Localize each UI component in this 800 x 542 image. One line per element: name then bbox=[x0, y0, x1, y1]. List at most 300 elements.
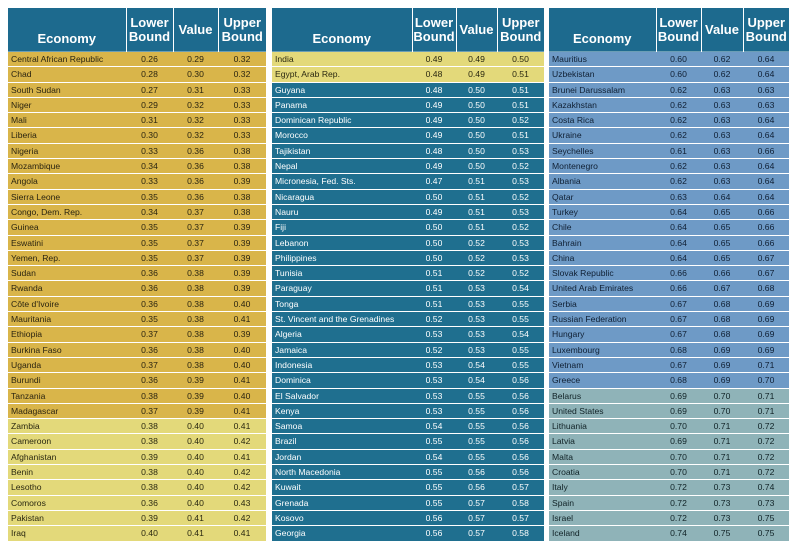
table-row bbox=[272, 296, 544, 311]
lower-bound-cell: 0.64 bbox=[656, 220, 701, 235]
table-row bbox=[8, 465, 266, 480]
value-cell: 0.50 bbox=[456, 113, 497, 128]
value-cell: 0.67 bbox=[701, 281, 743, 296]
lower-bound-cell: 0.54 bbox=[412, 449, 456, 464]
upper-bound-cell: 0.58 bbox=[497, 526, 544, 541]
value-cell: 0.37 bbox=[173, 220, 218, 235]
upper-bound-cell: 0.66 bbox=[743, 204, 789, 219]
lower-bound-cell: 0.38 bbox=[126, 434, 173, 449]
lower-bound-cell: 0.72 bbox=[656, 480, 701, 495]
table-row bbox=[8, 266, 266, 281]
lower-bound-cell: 0.37 bbox=[126, 357, 173, 372]
economy-cell: Vietnam bbox=[549, 357, 656, 372]
economy-cell: Samoa bbox=[272, 419, 412, 434]
upper-bound-cell: 0.69 bbox=[743, 312, 789, 327]
value-cell: 0.57 bbox=[456, 495, 497, 510]
economy-cell: India bbox=[272, 52, 412, 67]
table-row bbox=[549, 266, 789, 281]
table-row bbox=[549, 113, 789, 128]
upper-bound-cell: 0.53 bbox=[497, 143, 544, 158]
table-row bbox=[549, 220, 789, 235]
value-cell: 0.55 bbox=[456, 449, 497, 464]
lower-bound-cell: 0.72 bbox=[656, 510, 701, 525]
table-row bbox=[272, 235, 544, 250]
lower-bound-cell: 0.62 bbox=[656, 159, 701, 174]
upper-bound-cell: 0.55 bbox=[497, 312, 544, 327]
table-row bbox=[8, 495, 266, 510]
value-cell: 0.51 bbox=[456, 174, 497, 189]
value-cell: 0.64 bbox=[701, 189, 743, 204]
upper-bound-cell: 0.71 bbox=[743, 403, 789, 418]
economy-cell: Qatar bbox=[549, 189, 656, 204]
table-row bbox=[272, 97, 544, 112]
lower-bound-cell: 0.53 bbox=[412, 403, 456, 418]
upper-bound-cell: 0.56 bbox=[497, 373, 544, 388]
lower-bound-cell: 0.68 bbox=[656, 342, 701, 357]
header-economy: Economy bbox=[8, 8, 126, 52]
hci-table-2 bbox=[272, 8, 544, 542]
table-row bbox=[272, 403, 544, 418]
upper-bound-cell: 0.64 bbox=[743, 159, 789, 174]
economy-cell: Comoros bbox=[8, 495, 126, 510]
lower-bound-cell: 0.67 bbox=[656, 357, 701, 372]
lower-bound-cell: 0.52 bbox=[412, 342, 456, 357]
value-cell: 0.53 bbox=[456, 327, 497, 342]
economy-cell: Kazakhstan bbox=[549, 97, 656, 112]
economy-cell: Iraq bbox=[8, 526, 126, 541]
economy-cell: St. Vincent and the Grenadines bbox=[272, 312, 412, 327]
table-row bbox=[272, 465, 544, 480]
upper-bound-cell: 0.55 bbox=[497, 342, 544, 357]
value-cell: 0.55 bbox=[456, 388, 497, 403]
economy-cell: Mauritius bbox=[549, 52, 656, 67]
economy-cell: Angola bbox=[8, 174, 126, 189]
lower-bound-cell: 0.67 bbox=[656, 296, 701, 311]
value-cell: 0.65 bbox=[701, 204, 743, 219]
table-row bbox=[549, 128, 789, 143]
value-cell: 0.71 bbox=[701, 419, 743, 434]
table-row bbox=[549, 235, 789, 250]
economy-cell: Cameroon bbox=[8, 434, 126, 449]
table-row bbox=[272, 67, 544, 82]
value-cell: 0.54 bbox=[456, 357, 497, 372]
economy-cell: Uzbekistan bbox=[549, 67, 656, 82]
lower-bound-cell: 0.50 bbox=[412, 220, 456, 235]
lower-bound-cell: 0.62 bbox=[656, 174, 701, 189]
value-cell: 0.41 bbox=[173, 526, 218, 541]
table-row bbox=[549, 312, 789, 327]
table-panel-2 bbox=[272, 8, 544, 542]
economy-cell: Montenegro bbox=[549, 159, 656, 174]
upper-bound-cell: 0.39 bbox=[218, 250, 266, 265]
upper-bound-cell: 0.39 bbox=[218, 174, 266, 189]
economy-cell: Lebanon bbox=[272, 235, 412, 250]
value-cell: 0.41 bbox=[173, 510, 218, 525]
economy-cell: Indonesia bbox=[272, 357, 412, 372]
value-cell: 0.70 bbox=[701, 388, 743, 403]
economy-cell: Jamaica bbox=[272, 342, 412, 357]
upper-bound-cell: 0.69 bbox=[743, 296, 789, 311]
table-row bbox=[8, 281, 266, 296]
economy-cell: Turkey bbox=[549, 204, 656, 219]
value-cell: 0.36 bbox=[173, 143, 218, 158]
value-cell: 0.63 bbox=[701, 159, 743, 174]
economy-cell: Iceland bbox=[549, 526, 656, 541]
table-row bbox=[8, 82, 266, 97]
value-cell: 0.32 bbox=[173, 128, 218, 143]
upper-bound-cell: 0.52 bbox=[497, 220, 544, 235]
upper-bound-cell: 0.73 bbox=[743, 495, 789, 510]
economy-cell: Tonga bbox=[272, 296, 412, 311]
table-row bbox=[272, 266, 544, 281]
lower-bound-cell: 0.51 bbox=[412, 296, 456, 311]
upper-bound-cell: 0.64 bbox=[743, 128, 789, 143]
lower-bound-cell: 0.48 bbox=[412, 143, 456, 158]
upper-bound-cell: 0.54 bbox=[497, 327, 544, 342]
table-row bbox=[549, 174, 789, 189]
lower-bound-cell: 0.36 bbox=[126, 373, 173, 388]
economy-cell: Chile bbox=[549, 220, 656, 235]
value-cell: 0.71 bbox=[701, 434, 743, 449]
upper-bound-cell: 0.68 bbox=[743, 281, 789, 296]
economy-cell: Tajikistan bbox=[272, 143, 412, 158]
table-row bbox=[8, 388, 266, 403]
table-row bbox=[549, 434, 789, 449]
upper-bound-cell: 0.55 bbox=[497, 357, 544, 372]
economy-cell: Central African Republic bbox=[8, 52, 126, 67]
lower-bound-cell: 0.66 bbox=[656, 266, 701, 281]
value-cell: 0.53 bbox=[456, 281, 497, 296]
upper-bound-cell: 0.64 bbox=[743, 189, 789, 204]
upper-bound-cell: 0.54 bbox=[497, 281, 544, 296]
economy-cell: Albania bbox=[549, 174, 656, 189]
lower-bound-cell: 0.38 bbox=[126, 419, 173, 434]
table-row bbox=[272, 220, 544, 235]
upper-bound-cell: 0.64 bbox=[743, 52, 789, 67]
economy-cell: Algeria bbox=[272, 327, 412, 342]
upper-bound-cell: 0.56 bbox=[497, 465, 544, 480]
upper-bound-cell: 0.57 bbox=[497, 480, 544, 495]
value-cell: 0.32 bbox=[173, 113, 218, 128]
table-row bbox=[272, 189, 544, 204]
lower-bound-cell: 0.67 bbox=[656, 327, 701, 342]
table-row bbox=[8, 449, 266, 464]
value-cell: 0.65 bbox=[701, 250, 743, 265]
upper-bound-cell: 0.38 bbox=[218, 189, 266, 204]
value-cell: 0.68 bbox=[701, 296, 743, 311]
lower-bound-cell: 0.70 bbox=[656, 419, 701, 434]
upper-bound-cell: 0.71 bbox=[743, 388, 789, 403]
table-row bbox=[272, 434, 544, 449]
table-row bbox=[272, 52, 544, 67]
table-row bbox=[549, 526, 789, 541]
value-cell: 0.40 bbox=[173, 465, 218, 480]
table-row bbox=[8, 403, 266, 418]
lower-bound-cell: 0.51 bbox=[412, 266, 456, 281]
table-row bbox=[549, 82, 789, 97]
table-row bbox=[549, 419, 789, 434]
value-cell: 0.37 bbox=[173, 235, 218, 250]
upper-bound-cell: 0.39 bbox=[218, 220, 266, 235]
upper-bound-cell: 0.53 bbox=[497, 250, 544, 265]
lower-bound-cell: 0.47 bbox=[412, 174, 456, 189]
table-row bbox=[549, 327, 789, 342]
upper-bound-cell: 0.67 bbox=[743, 250, 789, 265]
lower-bound-cell: 0.36 bbox=[126, 266, 173, 281]
economy-cell: Congo, Dem. Rep. bbox=[8, 204, 126, 219]
value-cell: 0.53 bbox=[456, 312, 497, 327]
economy-cell: Madagascar bbox=[8, 403, 126, 418]
upper-bound-cell: 0.58 bbox=[497, 495, 544, 510]
upper-bound-cell: 0.66 bbox=[743, 235, 789, 250]
table-row bbox=[272, 281, 544, 296]
upper-bound-cell: 0.39 bbox=[218, 235, 266, 250]
lower-bound-cell: 0.62 bbox=[656, 97, 701, 112]
upper-bound-cell: 0.52 bbox=[497, 189, 544, 204]
lower-bound-cell: 0.50 bbox=[412, 235, 456, 250]
lower-bound-cell: 0.70 bbox=[656, 449, 701, 464]
table-row bbox=[549, 403, 789, 418]
table-row bbox=[549, 449, 789, 464]
upper-bound-cell: 0.33 bbox=[218, 128, 266, 143]
economy-cell: Burundi bbox=[8, 373, 126, 388]
lower-bound-cell: 0.49 bbox=[412, 113, 456, 128]
lower-bound-cell: 0.35 bbox=[126, 220, 173, 235]
table-row bbox=[549, 52, 789, 67]
value-cell: 0.63 bbox=[701, 143, 743, 158]
value-cell: 0.32 bbox=[173, 97, 218, 112]
table-row bbox=[8, 250, 266, 265]
economy-cell: Serbia bbox=[549, 296, 656, 311]
value-cell: 0.65 bbox=[701, 220, 743, 235]
economy-cell: Nauru bbox=[272, 204, 412, 219]
upper-bound-cell: 0.38 bbox=[218, 159, 266, 174]
table-row bbox=[549, 510, 789, 525]
table-row bbox=[8, 189, 266, 204]
upper-bound-cell: 0.67 bbox=[743, 266, 789, 281]
value-cell: 0.38 bbox=[173, 296, 218, 311]
economy-cell: Israel bbox=[549, 510, 656, 525]
economy-cell: Croatia bbox=[549, 465, 656, 480]
value-cell: 0.39 bbox=[173, 388, 218, 403]
value-cell: 0.73 bbox=[701, 510, 743, 525]
table-row bbox=[272, 128, 544, 143]
value-cell: 0.51 bbox=[456, 204, 497, 219]
upper-bound-cell: 0.43 bbox=[218, 495, 266, 510]
table-row bbox=[549, 465, 789, 480]
table-row bbox=[8, 235, 266, 250]
value-cell: 0.55 bbox=[456, 419, 497, 434]
economy-cell: Jordan bbox=[272, 449, 412, 464]
lower-bound-cell: 0.33 bbox=[126, 174, 173, 189]
economy-cell: Latvia bbox=[549, 434, 656, 449]
economy-cell: United Arab Emirates bbox=[549, 281, 656, 296]
table-row bbox=[8, 143, 266, 158]
upper-bound-cell: 0.41 bbox=[218, 403, 266, 418]
economy-cell: Grenada bbox=[272, 495, 412, 510]
value-cell: 0.52 bbox=[456, 235, 497, 250]
economy-cell: Mozambique bbox=[8, 159, 126, 174]
lower-bound-cell: 0.53 bbox=[412, 357, 456, 372]
lower-bound-cell: 0.34 bbox=[126, 159, 173, 174]
upper-bound-cell: 0.39 bbox=[218, 281, 266, 296]
table-row bbox=[8, 434, 266, 449]
economy-cell: Chad bbox=[8, 67, 126, 82]
value-cell: 0.51 bbox=[456, 189, 497, 204]
economy-cell: Kosovo bbox=[272, 510, 412, 525]
value-cell: 0.55 bbox=[456, 434, 497, 449]
economy-cell: South Sudan bbox=[8, 82, 126, 97]
upper-bound-cell: 0.72 bbox=[743, 419, 789, 434]
economy-cell: Luxembourg bbox=[549, 342, 656, 357]
economy-cell: Yemen, Rep. bbox=[8, 250, 126, 265]
value-cell: 0.50 bbox=[456, 82, 497, 97]
table-row bbox=[8, 373, 266, 388]
upper-bound-cell: 0.41 bbox=[218, 449, 266, 464]
table-row bbox=[549, 342, 789, 357]
lower-bound-cell: 0.38 bbox=[126, 388, 173, 403]
lower-bound-cell: 0.49 bbox=[412, 159, 456, 174]
economy-cell: Egypt, Arab Rep. bbox=[272, 67, 412, 82]
economy-cell: Belarus bbox=[549, 388, 656, 403]
table-row bbox=[8, 128, 266, 143]
value-cell: 0.39 bbox=[173, 403, 218, 418]
lower-bound-cell: 0.36 bbox=[126, 495, 173, 510]
upper-bound-cell: 0.56 bbox=[497, 449, 544, 464]
upper-bound-cell: 0.56 bbox=[497, 388, 544, 403]
economy-cell: Kuwait bbox=[272, 480, 412, 495]
value-cell: 0.31 bbox=[173, 82, 218, 97]
upper-bound-cell: 0.32 bbox=[218, 67, 266, 82]
economy-cell: Guinea bbox=[8, 220, 126, 235]
lower-bound-cell: 0.50 bbox=[412, 189, 456, 204]
upper-bound-cell: 0.56 bbox=[497, 403, 544, 418]
upper-bound-cell: 0.41 bbox=[218, 419, 266, 434]
table-row bbox=[8, 327, 266, 342]
value-cell: 0.38 bbox=[173, 357, 218, 372]
economy-cell: Philippines bbox=[272, 250, 412, 265]
lower-bound-cell: 0.26 bbox=[126, 52, 173, 67]
value-cell: 0.56 bbox=[456, 465, 497, 480]
economy-cell: Pakistan bbox=[8, 510, 126, 525]
table-row bbox=[8, 159, 266, 174]
economy-cell: Nigeria bbox=[8, 143, 126, 158]
value-cell: 0.71 bbox=[701, 449, 743, 464]
value-cell: 0.70 bbox=[701, 403, 743, 418]
upper-bound-cell: 0.42 bbox=[218, 510, 266, 525]
lower-bound-cell: 0.39 bbox=[126, 449, 173, 464]
lower-bound-cell: 0.56 bbox=[412, 526, 456, 541]
value-cell: 0.38 bbox=[173, 342, 218, 357]
upper-bound-cell: 0.63 bbox=[743, 82, 789, 97]
table-row bbox=[8, 174, 266, 189]
economy-cell: Sudan bbox=[8, 266, 126, 281]
upper-bound-cell: 0.40 bbox=[218, 388, 266, 403]
header-upper-bound: Upper Bound bbox=[218, 8, 266, 52]
upper-bound-cell: 0.53 bbox=[497, 235, 544, 250]
economy-cell: El Salvador bbox=[272, 388, 412, 403]
economy-cell: Lithuania bbox=[549, 419, 656, 434]
lower-bound-cell: 0.54 bbox=[412, 419, 456, 434]
upper-bound-cell: 0.40 bbox=[218, 342, 266, 357]
lower-bound-cell: 0.48 bbox=[412, 67, 456, 82]
lower-bound-cell: 0.33 bbox=[126, 143, 173, 158]
table-row bbox=[272, 526, 544, 541]
economy-cell: Uganda bbox=[8, 357, 126, 372]
table-row bbox=[8, 526, 266, 541]
lower-bound-cell: 0.36 bbox=[126, 281, 173, 296]
lower-bound-cell: 0.49 bbox=[412, 204, 456, 219]
economy-cell: Fiji bbox=[272, 220, 412, 235]
hci-table-1 bbox=[8, 8, 266, 542]
table-row bbox=[549, 495, 789, 510]
lower-bound-cell: 0.38 bbox=[126, 480, 173, 495]
value-cell: 0.36 bbox=[173, 174, 218, 189]
upper-bound-cell: 0.74 bbox=[743, 480, 789, 495]
table-row bbox=[272, 480, 544, 495]
upper-bound-cell: 0.32 bbox=[218, 52, 266, 67]
table-row bbox=[8, 52, 266, 67]
upper-bound-cell: 0.41 bbox=[218, 526, 266, 541]
value-cell: 0.38 bbox=[173, 281, 218, 296]
table-row bbox=[272, 388, 544, 403]
table-panel-3 bbox=[549, 8, 789, 542]
lower-bound-cell: 0.64 bbox=[656, 204, 701, 219]
upper-bound-cell: 0.56 bbox=[497, 419, 544, 434]
value-cell: 0.40 bbox=[173, 449, 218, 464]
economy-cell: Seychelles bbox=[549, 143, 656, 158]
economy-cell: Sierra Leone bbox=[8, 189, 126, 204]
lower-bound-cell: 0.62 bbox=[656, 82, 701, 97]
economy-cell: Brazil bbox=[272, 434, 412, 449]
lower-bound-cell: 0.74 bbox=[656, 526, 701, 541]
value-cell: 0.63 bbox=[701, 82, 743, 97]
value-cell: 0.73 bbox=[701, 480, 743, 495]
economy-cell: United States bbox=[549, 403, 656, 418]
economy-cell: Tunisia bbox=[272, 266, 412, 281]
value-cell: 0.54 bbox=[456, 373, 497, 388]
table-row bbox=[8, 113, 266, 128]
table-row bbox=[549, 281, 789, 296]
economy-cell: Niger bbox=[8, 97, 126, 112]
table-row bbox=[549, 357, 789, 372]
value-cell: 0.69 bbox=[701, 357, 743, 372]
value-cell: 0.53 bbox=[456, 342, 497, 357]
upper-bound-cell: 0.42 bbox=[218, 465, 266, 480]
upper-bound-cell: 0.63 bbox=[743, 97, 789, 112]
upper-bound-cell: 0.66 bbox=[743, 220, 789, 235]
table-row bbox=[8, 296, 266, 311]
value-cell: 0.49 bbox=[456, 52, 497, 67]
lower-bound-cell: 0.66 bbox=[656, 281, 701, 296]
value-cell: 0.40 bbox=[173, 480, 218, 495]
value-cell: 0.68 bbox=[701, 312, 743, 327]
table-row bbox=[549, 388, 789, 403]
upper-bound-cell: 0.51 bbox=[497, 82, 544, 97]
economy-cell: Afghanistan bbox=[8, 449, 126, 464]
upper-bound-cell: 0.75 bbox=[743, 510, 789, 525]
value-cell: 0.38 bbox=[173, 266, 218, 281]
upper-bound-cell: 0.41 bbox=[218, 373, 266, 388]
value-cell: 0.38 bbox=[173, 327, 218, 342]
lower-bound-cell: 0.50 bbox=[412, 250, 456, 265]
upper-bound-cell: 0.69 bbox=[743, 342, 789, 357]
economy-cell: Paraguay bbox=[272, 281, 412, 296]
lower-bound-cell: 0.72 bbox=[656, 495, 701, 510]
economy-cell: Ethiopia bbox=[8, 327, 126, 342]
table-row bbox=[8, 312, 266, 327]
upper-bound-cell: 0.52 bbox=[497, 266, 544, 281]
